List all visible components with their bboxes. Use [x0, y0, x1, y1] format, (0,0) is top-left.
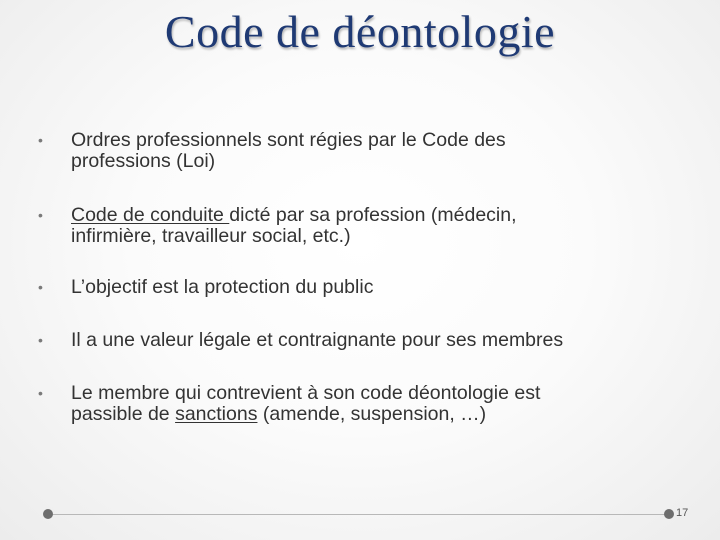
bullet-marker: • [38, 385, 43, 401]
bullet-marker: • [38, 332, 43, 348]
bullet-marker: • [38, 207, 43, 223]
bullet-text-line1: Le membre qui contrevient à son code déontologie est [71, 382, 541, 404]
bullet-item [38, 130, 678, 172]
bullet-text-line1: Ordres professionnels sont régies par le Code des [71, 129, 506, 151]
bullet-marker: • [38, 279, 43, 295]
bullet-text-line1: dicté par sa profession (médecin, [229, 204, 517, 226]
footer-divider [48, 514, 668, 515]
bullet-text: L’objectif est la protection du public [71, 276, 374, 298]
bullet-text [71, 205, 678, 247]
bullet-item [38, 330, 678, 351]
bullet-text-line2-start: passible de [71, 403, 176, 425]
bullet-text: Il a une valeur légale et contraignante pour ses membres [71, 329, 564, 351]
bullet-text [71, 130, 678, 172]
bullet-marker: • [38, 132, 43, 148]
page-number: 17 [676, 507, 689, 519]
footer-dot-left [43, 509, 53, 519]
slide-title: Code de déontologie [164, 6, 556, 57]
underlined-term: sanctions [175, 403, 258, 425]
bullet-text-line2-end: (amende, suspension, …) [257, 403, 487, 425]
bullet-text-line2: professions (Loi) [71, 150, 216, 172]
underlined-term: Code de conduite [71, 204, 230, 226]
bullet-item [38, 205, 678, 247]
bullet-text-line2: infirmière, travailleur social, etc.) [71, 225, 351, 247]
footer-dot-right [664, 509, 674, 519]
bullet-text [71, 383, 678, 425]
bullet-item [38, 383, 678, 425]
bullet-item [38, 277, 678, 298]
